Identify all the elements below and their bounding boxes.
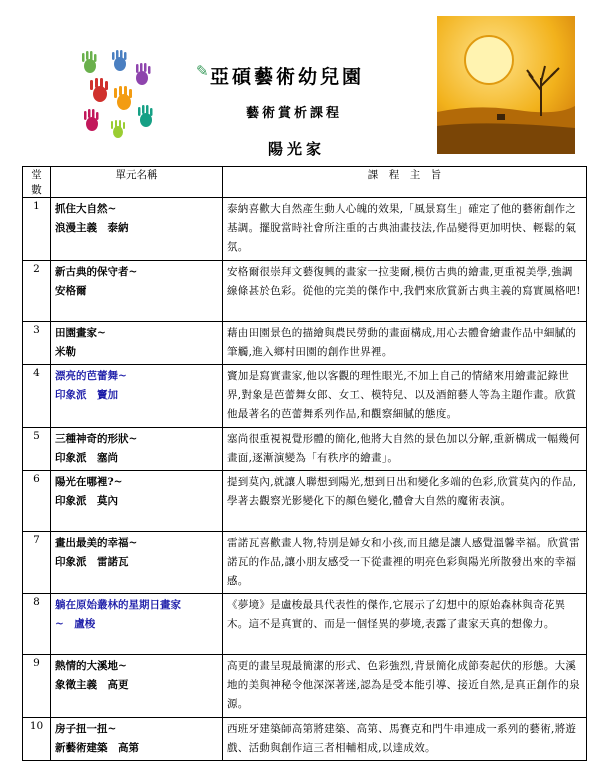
unit-title: 漂亮的芭蕾舞~ [55,370,127,382]
unit-name [51,261,223,322]
course-aim: 安格爾很崇拜文藝復興的畫家一拉斐爾,模仿古典的繪畫,更重視美學,強調線條甚於色彩。從他的完美的傑作中,我們來欣賞新古典主義的寫實風格吧! [223,261,587,322]
lesson-number: 8 [23,594,51,655]
lesson-number: 4 [23,365,51,428]
lesson-number: 10 [23,718,51,761]
unit-artist: 印象派 雷諾瓦 [55,556,129,568]
header-unit-name: 單元名稱 [51,167,223,198]
unit-artist: 浪漫主義 泰納 [55,222,129,234]
unit-name [51,594,223,655]
handprint-purple [136,63,151,85]
table-row [23,718,587,761]
unit-title: 田園畫家~ [55,327,106,339]
unit-title: 新古典的保守者~ [55,266,138,278]
course-aim: 《夢境》是盧梭最具代表性的傑作,它展示了幻想中的原始森林與奇花異木。這不是真實的、而是一個怪異的夢境,表露了畫家天真的想像力。 [223,594,587,655]
handprint-green [82,51,97,73]
course-aim: 塞尚很重視視覺形體的簡化,他將大自然的景色加以分解,重新構成一幅幾何畫面,逐漸演變為「有秩序的繪畫」。 [223,428,587,471]
handprint-magenta [84,109,99,131]
unit-artist: 新藝術建築 高第 [55,742,139,754]
unit-name [51,322,223,365]
unit-title: 畫出最美的幸福~ [55,537,138,549]
school-name: 亞碩藝術幼兒園 [210,66,365,88]
table-row [23,322,587,365]
unit-artist: 印象派 莫內 [55,495,118,507]
unit-title: 躺在原始叢林的星期日畫家 [55,599,181,611]
unit-title: 熱情的大溪地~ [55,660,127,672]
table-row [23,365,587,428]
course-aim: 泰納喜歡大自然產生動人心魄的效果,「風景寫生」確定了他的藝術創作之基調。擺脫當時社會所注重的古典油畫技法,作品變得更加明快、輕鬆的氣氛。 [223,198,587,261]
course-aim: 藉由田園景色的描繪與農民勞動的畫面構成,用心去體會繪畫作品中細膩的筆觸,進入鄉村田園的創作世界裡。 [223,322,587,365]
table-row [23,198,587,261]
curriculum-table [22,166,587,761]
unit-artist: 象徵主義 高更 [55,679,129,691]
table-header-row [23,167,587,198]
table-row [23,471,587,532]
lesson-number: 6 [23,471,51,532]
colorful-handprints-image [72,50,164,142]
table-row [23,428,587,471]
lesson-number: 3 [23,322,51,365]
table-row [23,261,587,322]
handprint-lime [111,120,125,138]
unit-title: 抓住大自然~ [55,203,117,215]
course-aim: 高更的畫呈現最簡潔的形式、色彩強烈,背景簡化成節奏起伏的形態。大溪地的美與神秘令他深深著迷,認為是受本能引導、接近自然,是真正創作的泉源。 [223,655,587,718]
unit-title: 三種神奇的形狀~ [55,433,138,445]
unit-name [51,718,223,761]
unit-artist: 印象派 竇加 [55,389,118,401]
unit-name [51,365,223,428]
unit-name [51,198,223,261]
unit-title: 房子扭一扭~ [55,723,117,735]
sun-icon [465,36,513,84]
course-aim: 竇加是寫實畫家,他以客觀的理性眼光,不加上自己的情緒來用繪畫記錄世界,對象是芭蕾舞女郎、女工、模特兒、以及酒館藝人等為主題作畫。欣賞他最著名的芭蕾舞系列作品,和觀察細膩的態度。 [223,365,587,428]
lesson-number: 5 [23,428,51,471]
unit-name [51,532,223,594]
table-row [23,655,587,718]
unit-artist: 米勒 [55,346,76,358]
unit-artist: 安格爾 [55,285,87,297]
handprint-red [90,78,108,102]
course-aim: 西班牙建築師高第將建築、高第、馬賽克和門牛串連成一系列的藝術,將遊戲、活動與創作這三者相輔相成,以達成效。 [223,718,587,761]
sunset-landscape-image [437,16,575,154]
lesson-number: 1 [23,198,51,261]
unit-name [51,471,223,532]
header-lesson-number: 堂數 [23,167,51,198]
lesson-number: 2 [23,261,51,322]
unit-artist: 印象派 塞尚 [55,452,118,464]
unit-name [51,655,223,718]
course-title: 藝術賞析課程 [246,106,343,121]
handprint-blue [112,50,127,71]
table-row [23,594,587,655]
table-row [23,532,587,594]
header-course-aim: 課 程 主 旨 [223,167,587,198]
paintbrush-logo-icon: ✎ [196,62,209,80]
lesson-number: 7 [23,532,51,594]
handprint-teal [138,105,153,127]
course-aim: 雷諾瓦喜歡畫人物,特別是婦女和小孩,而且總是讓人感覺溫馨幸福。欣賞雷諾瓦的作品,讓小朋友感受一下從畫裡的明亮色彩與陽光所散發出來的幸福感。 [223,532,587,594]
course-aim: 提到莫內,就讓人聯想到陽光,想到日出和變化多端的色彩,欣賞莫內的作品,學著去觀察光影變化下的顏色變化,體會大自然的魔術表演。 [223,471,587,532]
unit-title: 陽光在哪裡?~ [55,476,123,488]
lesson-number: 9 [23,655,51,718]
unit-artist: ~ 盧梭 [55,618,96,630]
handprint-orange [114,86,132,110]
class-subject: 陽光家 [268,140,326,158]
unit-name [51,428,223,471]
